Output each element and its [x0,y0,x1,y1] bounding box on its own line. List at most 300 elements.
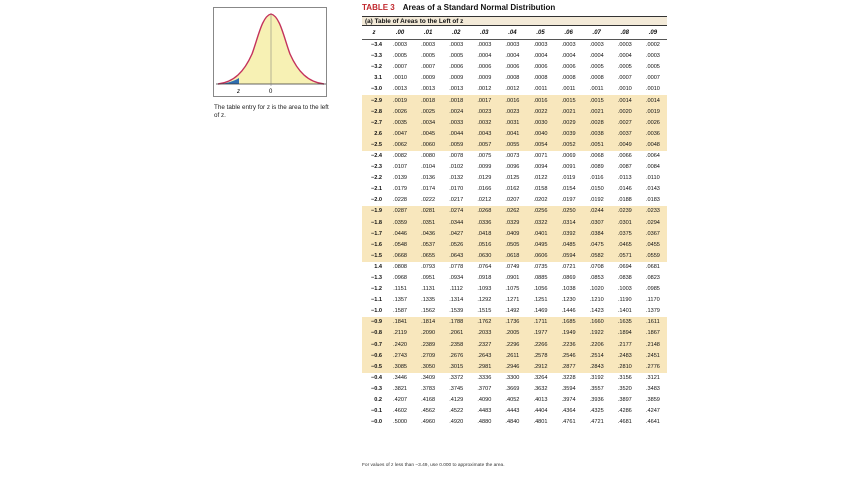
area-cell: .0003 [505,42,520,49]
area-cell: .1922 [583,328,611,339]
z-value-cell: −0.1 [370,408,382,415]
area-cell: .0020 [611,107,639,118]
area-cell: .0418 [470,229,498,240]
area-cell: .0446 [386,229,414,240]
area-cell: .0021 [583,107,611,118]
area-cell: .1635 [611,317,639,328]
area-cell: .0307 [583,218,611,229]
area-cell: .0006 [477,64,492,71]
area-cell: .4443 [505,408,520,415]
area-cell: .0094 [533,164,548,171]
area-cell: .1170 [646,297,660,304]
area-cell: .0054 [526,140,554,151]
area-cell: .0116 [589,175,604,182]
area-cell: .0005 [589,64,604,71]
area-cell: .1814 [414,317,442,328]
area-cell: .0162 [505,186,520,193]
area-cell: .0455 [639,240,667,251]
area-cell: .0655 [414,251,442,262]
area-cell: .0262 [498,206,526,217]
table-row [362,151,667,162]
area-cell: .0064 [645,152,660,159]
area-cell: .0197 [561,197,576,204]
area-cell: .0179 [393,186,408,193]
area-cell: .0008 [505,75,520,82]
z-value-cell: −1.3 [370,275,382,282]
area-cell: .3264 [533,374,548,381]
area-cell: .1401 [617,308,632,315]
area-cell: .0025 [414,107,442,118]
table-row [362,140,667,151]
area-cell: .0301 [611,218,639,229]
area-cell: .0401 [526,229,554,240]
area-cell: .0040 [526,129,554,140]
area-cell: .3409 [421,374,436,381]
area-cell: .0031 [498,118,526,129]
area-cell: .4880 [477,419,492,426]
area-cell: .1515 [477,308,492,315]
area-cell: .2206 [583,340,611,351]
area-cell: .1762 [470,317,498,328]
area-cell: .0089 [589,164,604,171]
area-cell: .0212 [477,197,492,204]
area-cell: .0082 [393,152,408,159]
table-title: Areas of a Standard Normal Distribution [402,3,556,12]
area-cell: .2514 [583,351,611,362]
area-cell: .0003 [421,42,436,49]
area-cell: .3015 [442,362,470,373]
z-value-cell: −2.3 [370,164,382,171]
area-cell: .2981 [470,362,498,373]
area-cell: .3632 [533,385,548,392]
area-cell: .4052 [505,397,520,404]
area-cell: .0869 [561,275,576,282]
z-value-cell: −1.5 [362,251,386,262]
area-cell: .3557 [589,385,604,392]
area-cell: .1210 [589,297,604,304]
area-cell: .0188 [617,197,632,204]
area-cell: .4325 [589,408,604,415]
area-cell: .0026 [386,107,414,118]
area-cell: .0392 [555,229,583,240]
area-cell: .0068 [589,152,604,159]
area-cell: .3669 [505,385,520,392]
table-row [362,229,667,240]
area-cell: .1335 [421,297,436,304]
z-value-cell: 2.6 [362,129,386,140]
area-cell: .1562 [421,308,436,315]
area-cell: .0294 [639,218,667,229]
area-cell: .0708 [589,263,604,270]
area-cell: .0838 [617,275,632,282]
area-cell: .4404 [533,408,548,415]
z-value-cell: −2.8 [362,107,386,118]
area-cell: .2643 [470,351,498,362]
normal-curve-figure [213,7,327,97]
area-cell: .0018 [442,95,470,106]
area-cell: .4483 [477,408,492,415]
header-col: .05 [526,28,554,40]
area-cell: .0038 [583,129,611,140]
area-cell: .2483 [611,351,639,362]
area-cell: .3594 [561,385,576,392]
area-cell: .0032 [470,118,498,129]
table-row [362,295,667,306]
area-cell: .0005 [617,64,632,71]
area-cell: .0003 [449,42,464,49]
area-cell: .0087 [617,164,632,171]
area-cell: .0019 [386,95,414,106]
z-value-cell: −2.4 [370,152,382,159]
area-cell: .3859 [645,397,660,404]
area-cell: .3974 [561,397,576,404]
area-cell: .1492 [505,308,520,315]
area-cell: .1038 [561,286,576,293]
area-cell: .1112 [449,286,463,293]
z-value-cell: −1.2 [370,286,382,293]
area-cell: .0030 [526,118,554,129]
area-cell: .4840 [505,419,520,426]
area-cell: .2090 [414,328,442,339]
area-cell: .0183 [645,197,660,204]
area-cell: .0004 [505,53,520,60]
area-cell: .0918 [477,275,492,282]
area-cell: .0606 [526,251,554,262]
area-cell: .0078 [449,152,464,159]
header-col: .02 [442,28,470,40]
area-cell: .0018 [414,95,442,106]
z-value-cell: −2.9 [362,95,386,106]
area-cell: .0014 [639,95,667,106]
area-cell: .0014 [611,95,639,106]
area-cell: .0051 [583,140,611,151]
table-row [362,262,667,273]
area-cell: .0465 [611,240,639,251]
area-cell: .2420 [386,340,414,351]
area-cell: .0778 [449,263,464,270]
table-row [362,62,667,73]
z-value-cell: −3.2 [370,64,382,71]
area-cell: .2743 [386,351,414,362]
area-cell: .2266 [526,340,554,351]
z-value-cell: −1.7 [362,229,386,240]
area-cell: .0003 [589,42,604,49]
area-cell: .0033 [442,118,470,129]
area-cell: .0495 [526,240,554,251]
area-cell: .0268 [470,206,498,217]
area-cell: .3446 [393,374,408,381]
table-row [362,173,667,184]
area-cell: .0016 [526,95,554,106]
area-cell: .0004 [533,53,548,60]
area-cell: .0104 [421,164,436,171]
z-value-cell: 1.4 [374,263,382,270]
area-cell: .0559 [639,251,667,262]
area-cell: .1151 [393,286,407,293]
z-value-cell: −2.0 [370,197,382,204]
area-cell: .0005 [393,53,408,60]
area-cell: .0643 [442,251,470,262]
z-value-cell: −1.8 [362,218,386,229]
area-cell: .0505 [498,240,526,251]
area-cell: .0409 [498,229,526,240]
area-cell: .0582 [583,251,611,262]
area-cell: .0314 [555,218,583,229]
z-value-cell: −3.4 [370,42,382,49]
area-cell: .4286 [617,408,632,415]
area-cell: .0039 [555,129,583,140]
area-cell: .0010 [645,86,660,93]
area-cell: .0003 [645,53,660,60]
area-cell: .2119 [386,328,414,339]
area-cell: .0007 [645,75,660,82]
area-cell: .0329 [498,218,526,229]
area-cell: .0721 [561,263,576,270]
area-cell: .0808 [393,263,408,270]
z-value-cell: −0.6 [362,351,386,362]
area-cell: .4090 [477,397,492,404]
area-cell: .0059 [442,140,470,151]
area-cell: .0008 [589,75,604,82]
area-cell: .0793 [421,263,436,270]
area-cell: .0136 [421,175,436,182]
area-cell: .3372 [449,374,464,381]
area-cell: .0764 [477,263,492,270]
area-cell: .2709 [414,351,442,362]
z-value-cell: −2.5 [362,140,386,151]
area-cell: .2236 [555,340,583,351]
area-cell: .0060 [414,140,442,151]
area-cell: .0084 [645,164,660,171]
area-cell: .2177 [611,340,639,351]
area-cell: .3821 [393,385,408,392]
z-value-cell: −3.3 [370,53,382,60]
header-col: .08 [611,28,639,40]
area-cell: .0537 [414,240,442,251]
table-row [362,129,667,140]
area-cell: .1093 [477,286,492,293]
area-cell: .3050 [414,362,442,373]
normal-curve-graphic [214,8,328,98]
area-cell: .0034 [414,118,442,129]
area-cell: .0853 [589,275,604,282]
table-row [362,406,667,417]
table-row [362,395,667,406]
area-cell: .0823 [645,275,660,282]
area-cell: .0139 [393,175,408,182]
area-cell: .0022 [526,107,554,118]
area-cell: .0003 [617,42,632,49]
area-cell: .1292 [477,297,492,304]
area-cell: .4013 [533,397,548,404]
area-cell: .2005 [498,328,526,339]
area-cell: .0002 [645,42,660,49]
area-cell: .1230 [561,297,576,304]
area-cell: .0344 [442,218,470,229]
header-row [362,28,667,40]
z-value-cell: −2.2 [370,175,382,182]
area-cell: .1357 [393,297,408,304]
area-cell: .2676 [442,351,470,362]
table-row [362,362,667,373]
area-cell: .0951 [421,275,436,282]
area-cell: .0125 [505,175,520,182]
area-cell: .2810 [611,362,639,373]
area-cell: .2033 [470,328,498,339]
area-cell: .2061 [442,328,470,339]
area-cell: .1251 [533,297,548,304]
area-cell: .0336 [470,218,498,229]
area-cell: .0004 [477,53,492,60]
area-cell: .1949 [555,328,583,339]
z-value-cell: −2.1 [370,186,382,193]
area-cell: .0233 [639,206,667,217]
area-cell: .4129 [449,397,464,404]
area-cell: .2611 [498,351,526,362]
area-cell: .3156 [617,374,632,381]
area-cell: .0150 [589,186,604,193]
area-cell: .0192 [589,197,604,204]
area-cell: .2877 [555,362,583,373]
area-cell: .0217 [449,197,464,204]
area-cell: .0003 [533,42,548,49]
zero-axis-label: 0 [269,89,273,95]
area-cell: .0027 [611,118,639,129]
area-cell: .1446 [561,308,576,315]
area-cell: .4364 [561,408,576,415]
area-cell: .0681 [645,263,660,270]
area-cell: .0066 [617,152,632,159]
area-cell: .0006 [561,64,576,71]
area-cell: .0008 [561,75,576,82]
table-row [362,384,667,395]
area-cell: .0007 [393,64,408,71]
area-cell: .0475 [583,240,611,251]
table-row [362,306,667,317]
z-value-cell: −0.5 [362,362,386,373]
area-cell: .0009 [421,75,436,82]
table-row [362,317,667,328]
area-cell: .0035 [386,118,414,129]
area-cell: .0029 [555,118,583,129]
area-cell: .1131 [421,286,435,293]
area-cell: .4168 [421,397,436,404]
table-row [362,84,667,95]
area-cell: .3336 [477,374,492,381]
area-cell: .0024 [442,107,470,118]
area-cell: .0901 [505,275,520,282]
area-cell: .0044 [442,129,470,140]
area-cell: .0132 [449,175,464,182]
area-cell: .0571 [611,251,639,262]
z-value-cell: −3.0 [370,86,382,93]
table-row [362,340,667,351]
area-cell: .0228 [393,197,408,204]
area-cell: .0222 [421,197,436,204]
area-cell: .0055 [498,140,526,151]
area-cell: .1736 [498,317,526,328]
area-cell: .4602 [393,408,408,415]
area-cell: .1003 [617,286,632,293]
area-cell: .0005 [449,53,464,60]
area-cell: .1056 [533,286,548,293]
area-cell: .1190 [618,297,632,304]
table-row [362,107,667,118]
table-body [362,40,667,429]
area-cell: .0010 [393,75,408,82]
area-cell: .4761 [561,419,576,426]
area-cell: .0749 [505,263,520,270]
area-cell: .2776 [639,362,667,373]
area-cell: .4247 [645,408,660,415]
area-cell: .0119 [561,175,576,182]
area-cell: .0006 [533,64,548,71]
area-cell: .1539 [449,308,464,315]
area-cell: .0170 [449,186,464,193]
area-cell: .0322 [526,218,554,229]
z-value-cell: −1.0 [370,308,382,315]
area-cell: .4920 [449,419,464,426]
area-cell: .2578 [526,351,554,362]
area-cell: .0006 [449,64,464,71]
table-row [362,417,667,428]
area-cell: .0075 [477,152,492,159]
area-cell: .0015 [555,95,583,106]
area-cell: .0630 [470,251,498,262]
area-cell: .0485 [555,240,583,251]
area-cell: .1075 [505,286,520,293]
table-row [362,184,667,195]
area-cell: .0006 [505,64,520,71]
z-value-cell: −1.6 [362,240,386,251]
area-cell: .0041 [498,129,526,140]
area-cell: .0516 [470,240,498,251]
area-cell: .2843 [583,362,611,373]
area-cell: .0618 [498,251,526,262]
area-cell: .0012 [505,86,520,93]
area-cell: .2389 [414,340,442,351]
area-cell: .0110 [646,175,660,182]
table-row [362,206,667,217]
z-value-cell: −2.7 [362,118,386,129]
area-cell: .0548 [386,240,414,251]
area-cell: .0143 [645,186,660,193]
table-subtitle: (a) Table of Areas to the Left of z [362,16,667,26]
table-row [362,218,667,229]
area-cell: .0113 [618,175,632,182]
area-cell: .4960 [421,419,436,426]
area-cell: .2912 [526,362,554,373]
area-cell: .0207 [505,197,520,204]
z-axis-label: z [237,89,240,95]
area-cell: .0735 [533,263,548,270]
header-col: .07 [583,28,611,40]
z-value-cell: −1.1 [370,297,382,304]
area-cell: .0013 [421,86,436,93]
table-row [362,195,667,206]
area-cell: .2546 [555,351,583,362]
area-cell: .3121 [645,374,660,381]
area-cell: .0668 [386,251,414,262]
area-cell: .0009 [449,75,464,82]
area-cell: .4681 [617,419,632,426]
area-cell: .0526 [442,240,470,251]
area-cell: .0043 [470,129,498,140]
area-cell: .0073 [505,152,520,159]
area-cell: .0016 [498,95,526,106]
area-cell: .1894 [611,328,639,339]
z-value-cell: −1.9 [362,206,386,217]
